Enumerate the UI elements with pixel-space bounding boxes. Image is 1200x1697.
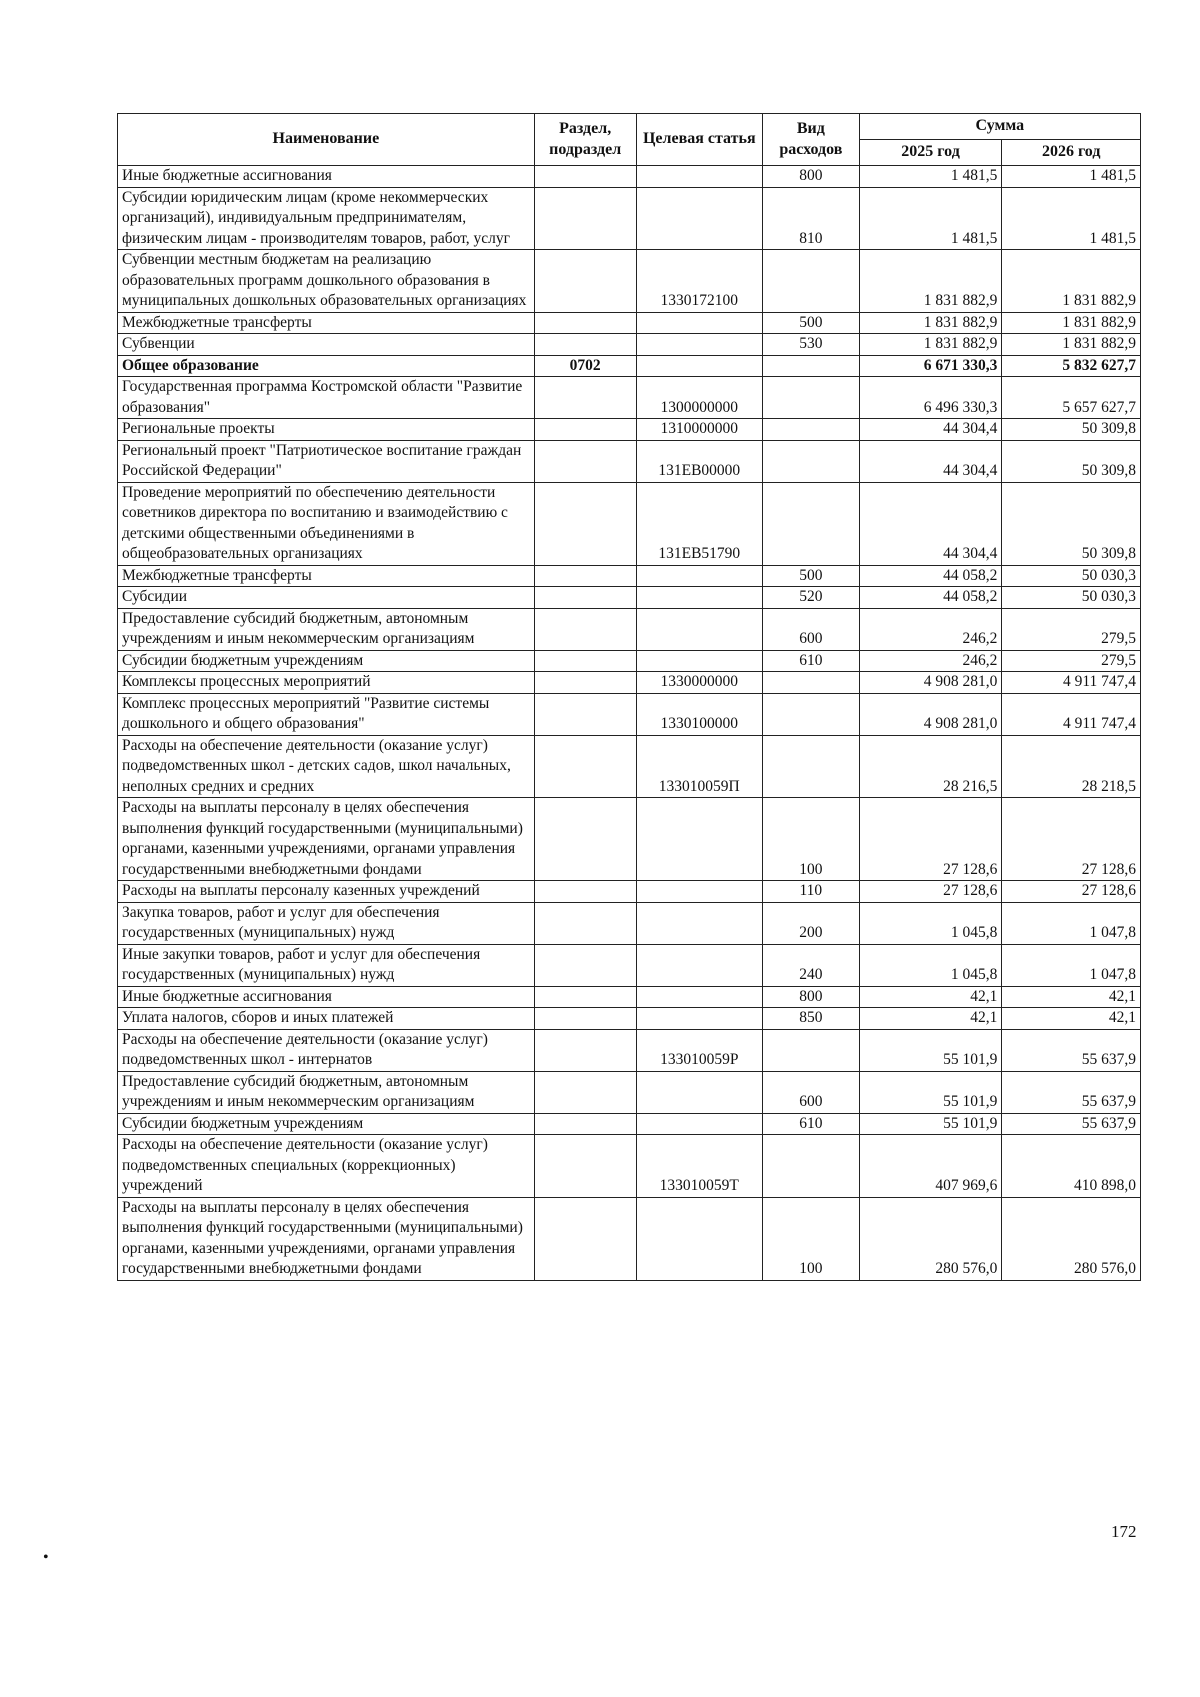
cell-section [534,881,636,903]
table-row [118,693,1141,735]
table-row [118,187,1141,250]
cell-type: 100 [762,1197,859,1280]
cell-type: 610 [762,1113,859,1135]
cell-name: Закупка товаров, работ и услуг для обеспечения государственных (муниципальных) нужд [118,902,535,944]
cell-section [534,482,636,565]
table-row [118,672,1141,694]
cell-name: Межбюджетные трансферты [118,565,535,587]
cell-section [534,1197,636,1280]
cell-name: Иные бюджетные ассигнования [118,166,535,188]
cell-2025: 42,1 [859,1008,1002,1030]
cell-target [636,1113,762,1135]
cell-2025: 1 481,5 [859,166,1002,188]
cell-target [636,1008,762,1030]
cell-target: 133010059Т [636,1135,762,1198]
cell-type: 600 [762,608,859,650]
cell-section [534,798,636,881]
cell-type: 240 [762,944,859,986]
table-row [118,798,1141,881]
table-body [118,166,1141,1281]
cell-name: Расходы на выплаты персоналу в целях обеспечения выполнения функций государственными (муниципальными) органами, казенными учреждениями, органами управления государственными внебюджетными фондами [118,1197,535,1280]
cell-2025: 44 304,4 [859,482,1002,565]
cell-name: Проведение мероприятий по обеспечению деятельности советников директора по воспитанию и взаимодействию с детскими общественными объединениями в общеобразовательных организациях [118,482,535,565]
cell-name: Иные закупки товаров, работ и услуг для обеспечения государственных (муниципальных) нужд [118,944,535,986]
cell-target [636,902,762,944]
cell-2026: 50 030,3 [1002,565,1141,587]
cell-section [534,587,636,609]
cell-2026: 5 832 627,7 [1002,355,1141,377]
cell-target [636,312,762,334]
cell-2025: 55 101,9 [859,1071,1002,1113]
cell-section [534,986,636,1008]
cell-2026: 5 657 627,7 [1002,377,1141,419]
cell-2025: 1 831 882,9 [859,250,1002,313]
table-row [118,1135,1141,1198]
cell-section [534,440,636,482]
cell-2025: 27 128,6 [859,798,1002,881]
cell-section [534,693,636,735]
cell-target [636,587,762,609]
cell-type [762,693,859,735]
table-row [118,355,1141,377]
cell-type: 800 [762,166,859,188]
header-section: Раздел, подраздел [534,114,636,166]
cell-target: 1300000000 [636,377,762,419]
cell-2025: 44 058,2 [859,587,1002,609]
cell-2026: 279,5 [1002,650,1141,672]
cell-section [534,1113,636,1135]
cell-2026: 1 047,8 [1002,944,1141,986]
cell-target: 133010059П [636,735,762,798]
cell-2025: 55 101,9 [859,1113,1002,1135]
cell-target [636,608,762,650]
cell-section [534,565,636,587]
table-row [118,1029,1141,1071]
cell-section [534,1135,636,1198]
cell-name: Региональные проекты [118,419,535,441]
cell-2025: 1 045,8 [859,902,1002,944]
table-row [118,312,1141,334]
cell-2026: 50 309,8 [1002,419,1141,441]
cell-target: 1310000000 [636,419,762,441]
table-row [118,881,1141,903]
cell-2025: 1 831 882,9 [859,334,1002,356]
cell-2026: 55 637,9 [1002,1029,1141,1071]
cell-2025: 27 128,6 [859,881,1002,903]
cell-name: Субсидии бюджетным учреждениям [118,650,535,672]
table-row [118,1113,1141,1135]
cell-section [534,312,636,334]
cell-type: 500 [762,565,859,587]
cell-2025: 1 045,8 [859,944,1002,986]
header-year-2025: 2025 год [859,140,1002,166]
cell-2026: 410 898,0 [1002,1135,1141,1198]
cell-type: 810 [762,187,859,250]
cell-section [534,419,636,441]
cell-2026: 42,1 [1002,986,1141,1008]
cell-2026: 55 637,9 [1002,1113,1141,1135]
cell-2026: 1 831 882,9 [1002,312,1141,334]
cell-type: 530 [762,334,859,356]
cell-2025: 407 969,6 [859,1135,1002,1198]
cell-target: 1330100000 [636,693,762,735]
cell-type [762,440,859,482]
cell-2025: 1 481,5 [859,187,1002,250]
table-row [118,440,1141,482]
table-row [118,587,1141,609]
cell-section [534,1029,636,1071]
header-name: Наименование [118,114,535,166]
budget-table [117,113,1141,1281]
cell-type: 110 [762,881,859,903]
cell-type: 800 [762,986,859,1008]
cell-name: Расходы на обеспечение деятельности (оказание услуг) подведомственных школ - интернатов [118,1029,535,1071]
cell-2025: 280 576,0 [859,1197,1002,1280]
table-row [118,377,1141,419]
header-sum: Сумма [859,114,1140,140]
table-row [118,250,1141,313]
cell-target [636,944,762,986]
cell-name: Иные бюджетные ассигнования [118,986,535,1008]
cell-type [762,419,859,441]
cell-2026: 279,5 [1002,608,1141,650]
cell-target: 1330172100 [636,250,762,313]
header-target: Целевая статья [636,114,762,166]
cell-name: Межбюджетные трансферты [118,312,535,334]
header-year-2026: 2026 год [1002,140,1141,166]
cell-section [534,608,636,650]
cell-2026: 27 128,6 [1002,881,1141,903]
cell-section [534,187,636,250]
table-row [118,482,1141,565]
cell-2025: 42,1 [859,986,1002,1008]
cell-name: Расходы на обеспечение деятельности (оказание услуг) подведомственных специальных (коррекционных) учреждений [118,1135,535,1198]
cell-name: Расходы на выплаты персоналу казенных учреждений [118,881,535,903]
cell-section: 0702 [534,355,636,377]
cell-type [762,672,859,694]
cell-2025: 55 101,9 [859,1029,1002,1071]
cell-target [636,187,762,250]
cell-name: Уплата налогов, сборов и иных платежей [118,1008,535,1030]
cell-target: 1330000000 [636,672,762,694]
table-row [118,944,1141,986]
cell-section [534,1008,636,1030]
cell-2025: 44 304,4 [859,419,1002,441]
cell-target [636,650,762,672]
table-row [118,735,1141,798]
table-row [118,166,1141,188]
cell-type: 610 [762,650,859,672]
cell-name: Государственная программа Костромской области "Развитие образования" [118,377,535,419]
cell-name: Региональный проект "Патриотическое воспитание граждан Российской Федерации" [118,440,535,482]
cell-type [762,482,859,565]
cell-name: Субсидии юридическим лицам (кроме некоммерческих организаций), индивидуальным предпринимателям, физическим лицам - производителям товаров, работ, услуг [118,187,535,250]
cell-2026: 50 309,8 [1002,440,1141,482]
cell-2025: 44 304,4 [859,440,1002,482]
cell-type: 200 [762,902,859,944]
cell-name: Субвенции [118,334,535,356]
cell-type [762,377,859,419]
cell-section [534,377,636,419]
cell-2025: 246,2 [859,608,1002,650]
cell-2025: 6 671 330,3 [859,355,1002,377]
cell-target: 131EB00000 [636,440,762,482]
cell-type: 100 [762,798,859,881]
cell-name: Субсидии [118,587,535,609]
cell-name: Предоставление субсидий бюджетным, автономным учреждениям и иным некоммерческим организациям [118,1071,535,1113]
cell-2025: 6 496 330,3 [859,377,1002,419]
cell-2025: 44 058,2 [859,565,1002,587]
cell-2026: 1 831 882,9 [1002,334,1141,356]
cell-target [636,166,762,188]
cell-section [534,1071,636,1113]
cell-2026: 4 911 747,4 [1002,693,1141,735]
cell-type: 500 [762,312,859,334]
cell-2026: 280 576,0 [1002,1197,1141,1280]
cell-name: Расходы на выплаты персоналу в целях обеспечения выполнения функций государственными (муниципальными) органами, казенными учреждениями, органами управления государственными внебюджетными фондами [118,798,535,881]
cell-2026: 1 831 882,9 [1002,250,1141,313]
cell-type [762,735,859,798]
cell-2026: 1 481,5 [1002,166,1141,188]
table-row [118,1197,1141,1280]
cell-name: Субвенции местным бюджетам на реализацию образовательных программ дошкольного образования в муниципальных дошкольных образовательных организациях [118,250,535,313]
table-row [118,1071,1141,1113]
cell-target [636,986,762,1008]
cell-target: 131EB51790 [636,482,762,565]
cell-type [762,1135,859,1198]
cell-section [534,672,636,694]
table-row [118,1008,1141,1030]
cell-2026: 28 218,5 [1002,735,1141,798]
cell-section [534,902,636,944]
cell-target [636,798,762,881]
cell-target [636,334,762,356]
cell-section [534,650,636,672]
cell-2026: 42,1 [1002,1008,1141,1030]
cell-2026: 50 309,8 [1002,482,1141,565]
table-row [118,334,1141,356]
cell-2025: 4 908 281,0 [859,693,1002,735]
cell-2026: 1 481,5 [1002,187,1141,250]
page-number: 172 [1111,1522,1137,1541]
cell-target [636,355,762,377]
cell-name: Субсидии бюджетным учреждениям [118,1113,535,1135]
cell-name: Расходы на обеспечение деятельности (оказание услуг) подведомственных школ - детских садов, школ начальных, неполных средних и средних [118,735,535,798]
cell-2025: 28 216,5 [859,735,1002,798]
cell-name: Комплекс процессных мероприятий "Развитие системы дошкольного и общего образования" [118,693,535,735]
cell-section [534,735,636,798]
table-row [118,608,1141,650]
table-row [118,902,1141,944]
header-type: Вид расходов [762,114,859,166]
cell-name: Общее образование [118,355,535,377]
cell-2026: 27 128,6 [1002,798,1141,881]
cell-type: 520 [762,587,859,609]
table-row [118,650,1141,672]
cell-2025: 1 831 882,9 [859,312,1002,334]
cell-target [636,565,762,587]
cell-target: 133010059Р [636,1029,762,1071]
cell-type: 850 [762,1008,859,1030]
cell-section [534,250,636,313]
cell-target [636,1071,762,1113]
scan-dot-mark: • [43,1549,49,1566]
cell-2026: 4 911 747,4 [1002,672,1141,694]
cell-section [534,334,636,356]
cell-type [762,1029,859,1071]
cell-2026: 50 030,3 [1002,587,1141,609]
cell-type [762,250,859,313]
cell-name: Предоставление субсидий бюджетным, автономным учреждениям и иным некоммерческим организациям [118,608,535,650]
cell-type [762,355,859,377]
cell-2026: 55 637,9 [1002,1071,1141,1113]
cell-section [534,166,636,188]
cell-2025: 4 908 281,0 [859,672,1002,694]
cell-section [534,944,636,986]
cell-name: Комплексы процессных мероприятий [118,672,535,694]
cell-target [636,1197,762,1280]
table-row [118,565,1141,587]
table-row [118,419,1141,441]
cell-2025: 246,2 [859,650,1002,672]
cell-type: 600 [762,1071,859,1113]
cell-2026: 1 047,8 [1002,902,1141,944]
cell-target [636,881,762,903]
table-row [118,986,1141,1008]
